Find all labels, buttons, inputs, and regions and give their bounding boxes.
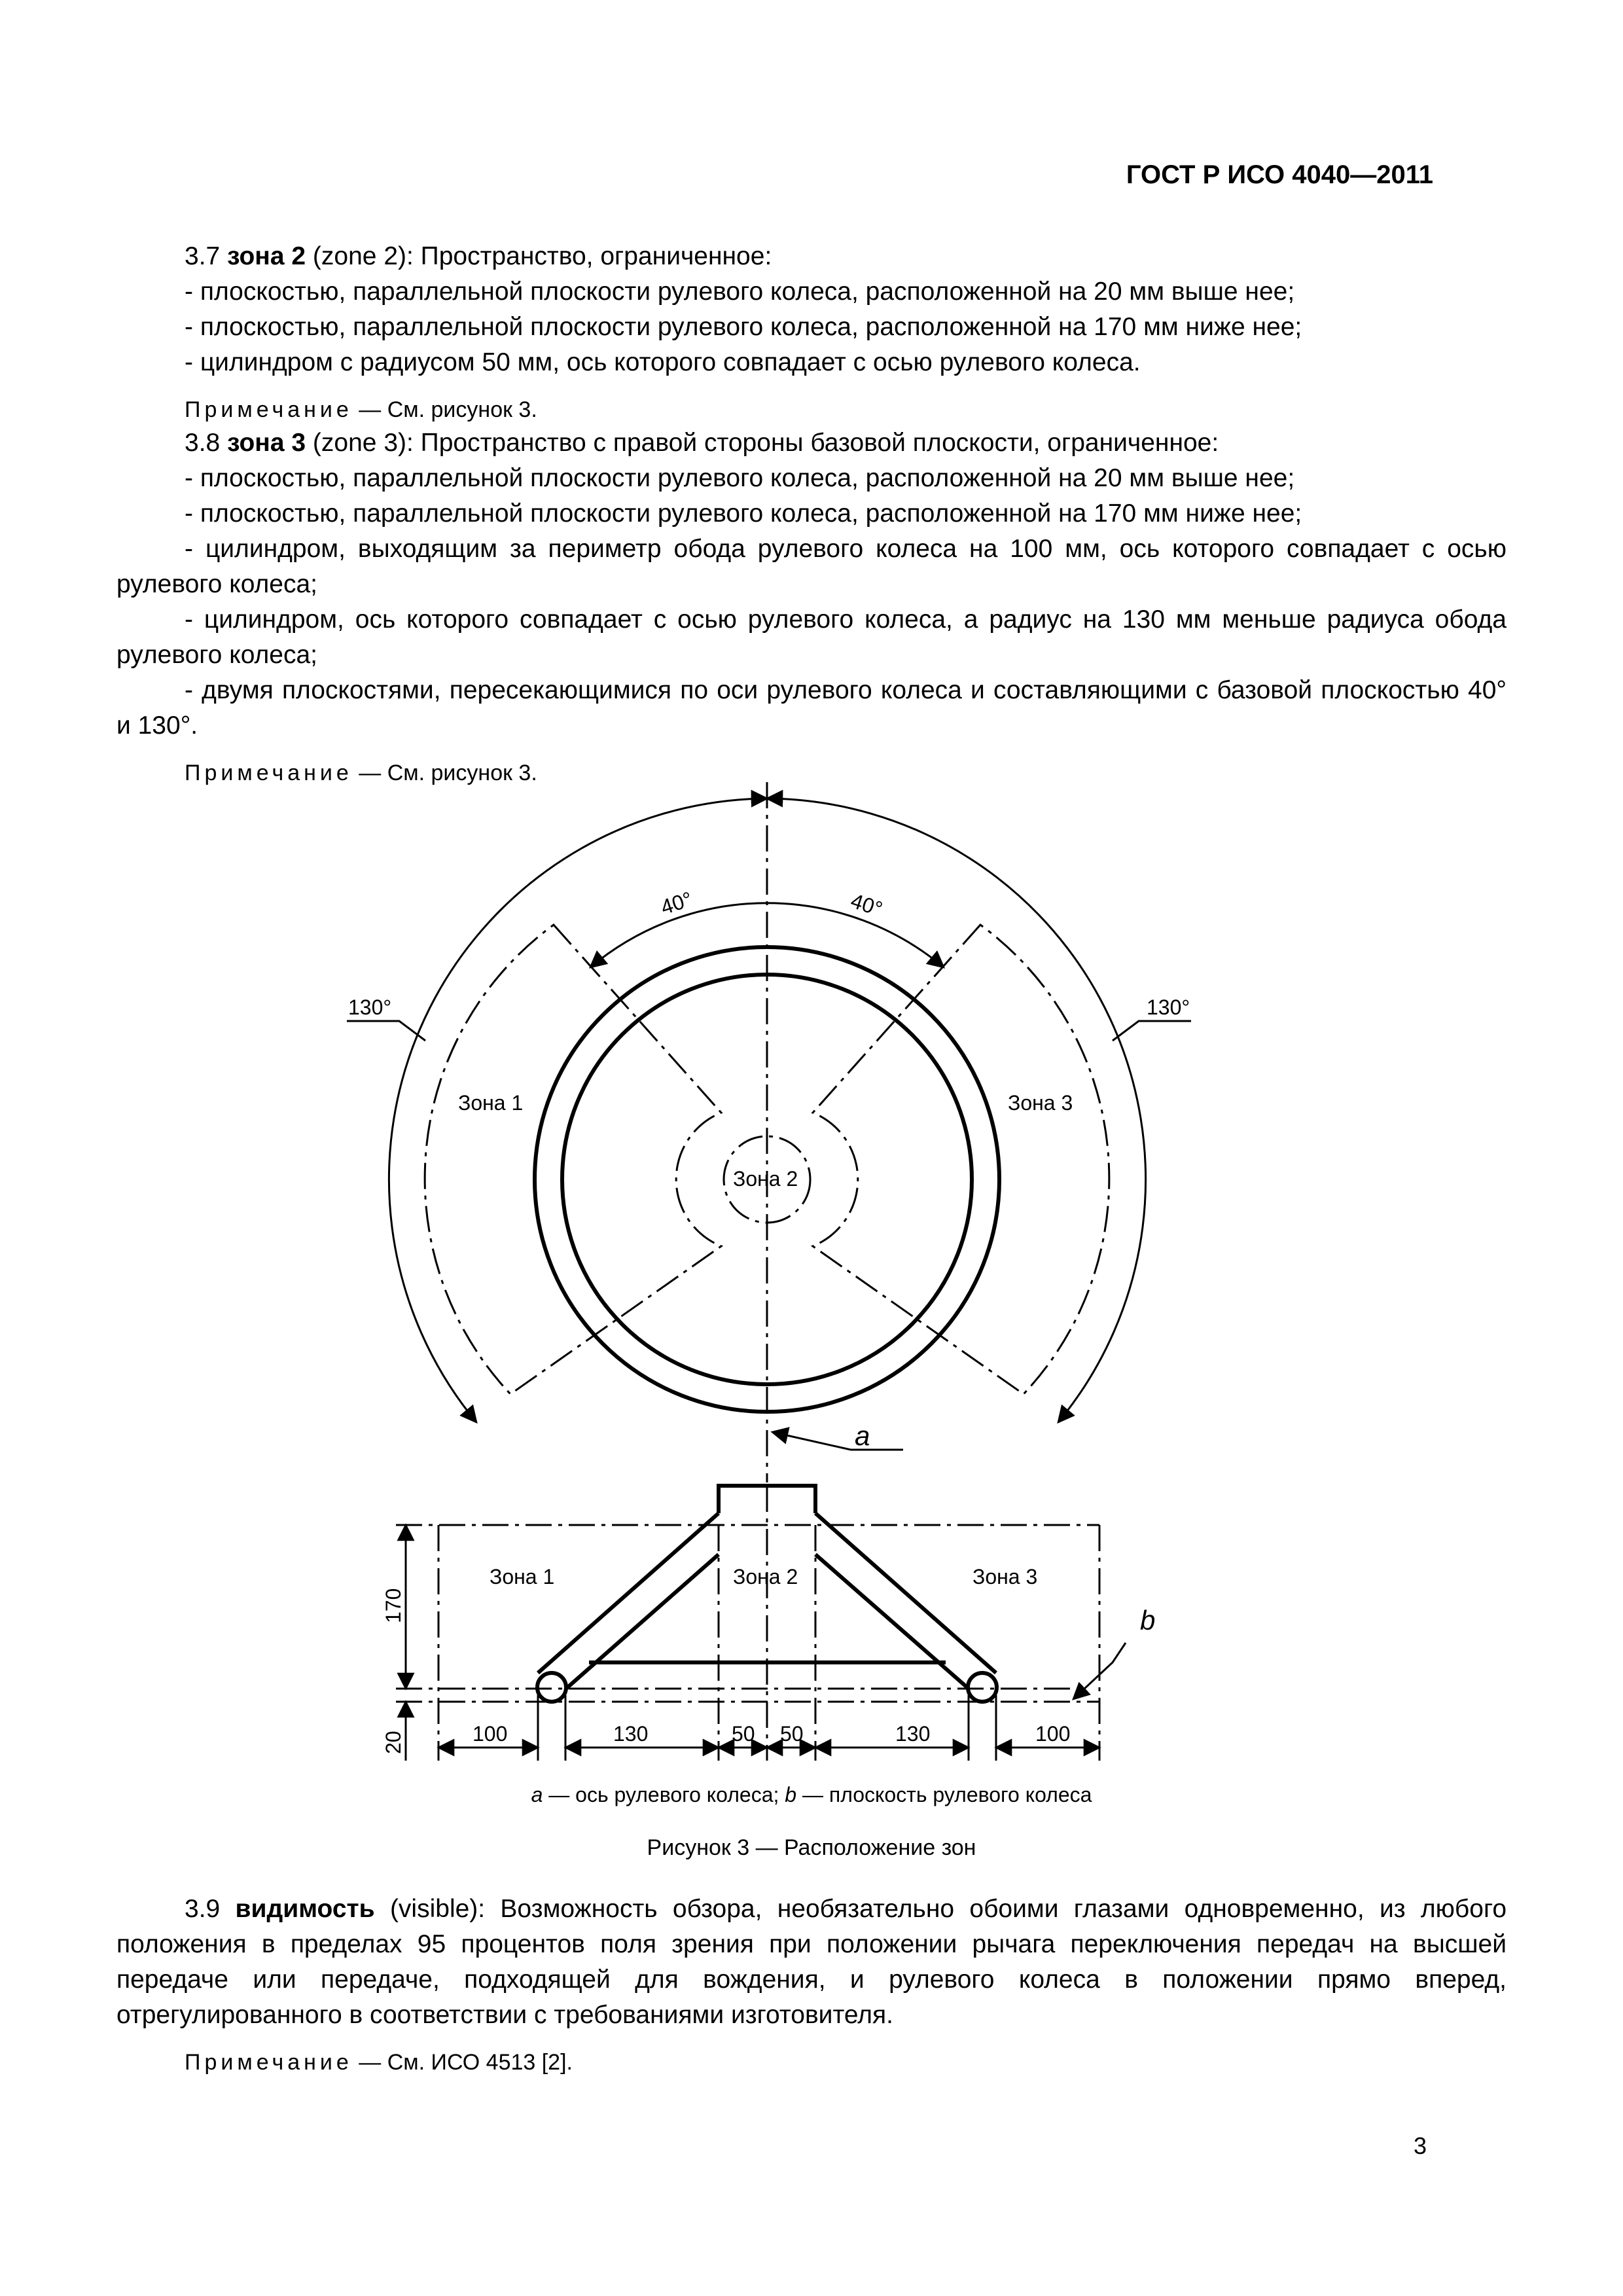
section-number: 3.8 bbox=[185, 429, 221, 457]
dim-label: 100 bbox=[1035, 1722, 1071, 1746]
outer-arc-130-left bbox=[389, 798, 767, 1422]
side-zone3-label: Зона 3 bbox=[972, 1565, 1038, 1588]
note bbox=[185, 392, 1507, 427]
note-label: Примечание bbox=[185, 397, 353, 422]
dim-20: 20 bbox=[382, 1731, 405, 1754]
leader-130-right bbox=[1113, 1021, 1191, 1041]
top-zone1-label: Зона 1 bbox=[458, 1091, 524, 1115]
angle-40-left-label: 40° bbox=[658, 887, 696, 920]
figure-legend bbox=[0, 1783, 1623, 1807]
page-number: 3 bbox=[1413, 2132, 1427, 2159]
leader-a bbox=[772, 1432, 903, 1450]
term-rest: (zone 2): Пространство, ограниченное: bbox=[312, 242, 772, 270]
term-rest: (visible): Возможность обзора, необязательно обоими глазами одновременно, из любого положения в пределах 95 процентов поля зрения при положении рычага переключения передач на высшей передаче или передаче, подходящей для вождения, и рулевого колеса в положении прямо вперед, отрегулированного в соответствии с требованиями изготовителя. bbox=[116, 1895, 1507, 2029]
angle-40-right-label: 40° bbox=[847, 888, 885, 921]
dim-label: 50 bbox=[732, 1722, 755, 1746]
zones-figure bbox=[0, 772, 1623, 1885]
legend-a-text: — ось рулевого колеса; bbox=[543, 1783, 785, 1806]
section-number: 3.9 bbox=[185, 1895, 221, 1923]
term: видимость bbox=[235, 1895, 375, 1923]
note-text: — См. ИСО 4513 [2]. bbox=[359, 2050, 573, 2075]
term: зона 3 bbox=[227, 429, 306, 457]
note-label: Примечание bbox=[185, 761, 353, 785]
legend-a: a bbox=[531, 1783, 543, 1806]
rim-section-right bbox=[968, 1673, 997, 1702]
dim-170: 170 bbox=[382, 1588, 405, 1623]
list-item: - двумя плоскостями, пересекающимися по оси рулевого колеса и составляющими с базовой плоскостью 40° и 130°. bbox=[116, 676, 1507, 740]
section-3-8 bbox=[116, 425, 1507, 804]
section-3-8-definition bbox=[116, 425, 1507, 461]
section-3-9-definition bbox=[116, 1892, 1507, 2033]
dim-label: 100 bbox=[473, 1722, 508, 1746]
leader-130-left bbox=[347, 1021, 425, 1041]
rim-section-left bbox=[537, 1673, 566, 1702]
note-label: Примечание bbox=[185, 2050, 353, 2075]
side-view bbox=[396, 1486, 1126, 1761]
list-item: - плоскостью, параллельной плоскости рулевого колеса, расположенной на 20 мм выше нее; bbox=[185, 278, 1295, 306]
outer-arc-130-right bbox=[767, 798, 1146, 1422]
dim-label: 130 bbox=[613, 1722, 649, 1746]
label-a: a bbox=[855, 1420, 870, 1451]
dim-label: 50 bbox=[780, 1722, 804, 1746]
term-rest: (zone 3): Пространство с правой стороны базовой плоскости, ограниченное: bbox=[312, 429, 1219, 457]
section-3-7-definition bbox=[116, 239, 1507, 274]
list-item: - цилиндром с радиусом 50 мм, ось которого совпадает с осью рулевого колеса. bbox=[185, 348, 1141, 376]
figure-caption: Рисунок 3 — Расположение зон bbox=[647, 1835, 976, 1860]
list-item: - плоскостью, параллельной плоскости рулевого колеса, расположенной на 20 мм выше нее; bbox=[185, 464, 1295, 492]
legend-b-text: — плоскость рулевого колеса bbox=[796, 1783, 1092, 1806]
label-b: b bbox=[1140, 1605, 1156, 1636]
list-item: - плоскостью, параллельной плоскости рулевого колеса, расположенной на 170 мм ниже нее; bbox=[185, 499, 1302, 528]
note bbox=[185, 2045, 1507, 2080]
top-zone3-label: Зона 3 bbox=[1008, 1091, 1073, 1115]
top-zone2-label: Зона 2 bbox=[733, 1167, 798, 1191]
side-zone2-label: Зона 2 bbox=[733, 1565, 798, 1588]
legend-b: b bbox=[785, 1783, 797, 1806]
term: зона 2 bbox=[227, 242, 306, 270]
section-number: 3.7 bbox=[185, 242, 221, 270]
dim-label: 130 bbox=[895, 1722, 931, 1746]
list-item: - цилиндром, выходящим за периметр обода рулевого колеса на 100 мм, ось которого совпадает с осью рулевого колеса; bbox=[116, 535, 1507, 598]
angle-130-left-label: 130° bbox=[348, 996, 392, 1019]
section-3-9 bbox=[116, 1892, 1507, 2093]
side-zone1-label: Зона 1 bbox=[490, 1565, 555, 1588]
angle-130-right-label: 130° bbox=[1147, 996, 1190, 1019]
list-item: - плоскостью, параллельной плоскости рулевого колеса, расположенной на 170 мм ниже нее; bbox=[185, 313, 1302, 341]
note-text: — См. рисунок 3. bbox=[359, 397, 537, 422]
standard-header: ГОСТ Р ИСО 4040—2011 bbox=[1126, 160, 1433, 189]
note-text: — См. рисунок 3. bbox=[359, 761, 537, 785]
list-item: - цилиндром, ось которого совпадает с осью рулевого колеса, а радиус на 130 мм меньше радиуса обода рулевого колеса; bbox=[116, 605, 1507, 669]
top-view bbox=[347, 782, 1191, 1482]
section-3-7 bbox=[116, 239, 1507, 440]
